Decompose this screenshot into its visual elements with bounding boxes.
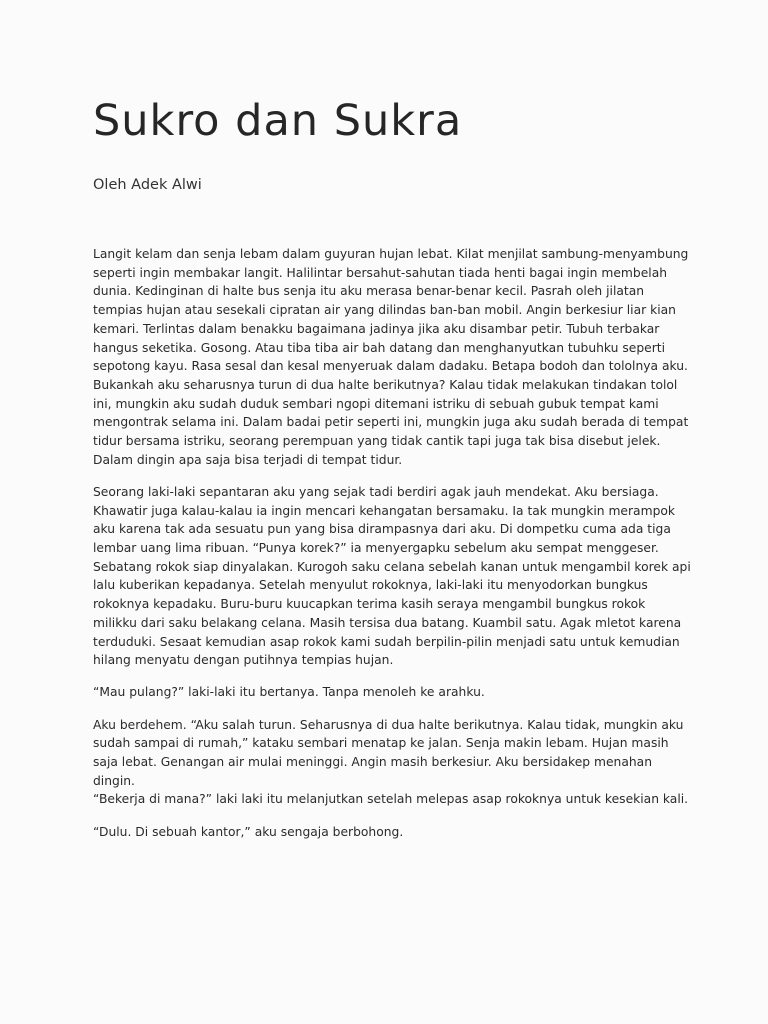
paragraph: “Mau pulang?” laki-laki itu bertanya. Tanpa menoleh ke arahku. (93, 685, 485, 700)
paragraph: Langit kelam dan senja lebam dalam guyuran hujan lebat. Kilat menjilat sambung-menyambung seperti ingin membakar langit. Halilintar bersahut-sahutan tiada henti bagai ingin membelah dunia. Kedinginan di halte bus senja itu aku merasa benar-benar kecil. Pasrah oleh jilatan tempias hujan atau sesekali cipratan air yang dilindas ban-ban mobil. Angin berkesiur liar kian kemari. Terlintas dalam benakku bagaimana jadinya jika aku disambar petir. Tubuh terbakar hangus seketika. Gosong. Atau tiba tiba air bah datang dan menghanyutkan tubuhku seperti sepotong kayu. Rasa sesal dan kesal menyeruak dalam dadaku. Betapa bodoh dan tololnya aku. Bukankah aku seharusnya turun di dua halte berikutnya? Kalau tidak melakukan tindakan tolol ini, mungkin aku sudah duduk sembari ngopi ditemani istriku di sebuah gubuk tempat kami mengontrak selama ini. Dalam badai petir seperti ini, mungkin juga aku sudah berada di tempat tidur bersama istriku, seorang perempuan yang tidak cantik tapi juga tak bisa disebut jelek. Dalam dingin apa saja bisa terjadi di tempat tidur. (93, 247, 689, 467)
paragraph: Seorang laki-laki sepantaran aku yang sejak tadi berdiri agak jauh mendekat. Aku bersiaga. Khawatir juga kalau-kalau ia ingin mencari kehangatan bersamaku. Ia tak mungkin merampok aku karena tak ada sesuatu pun yang bisa dirampasnya dari aku. Di dompetku cuma ada tiga lembar uang lima ribuan. “Punya korek?” ia menyergapku sebelum aku sempat menggeser. Sebatang rokok siap dinyalakan. Kurogoh saku celana sebelah kanan untuk mengambil korek api lalu kuberikan kepadanya. Setelah menyulut rokoknya, laki-laki itu menyodorkan bungkus rokoknya kepadaku. Buru-buru kuucapkan terima kasih seraya mengambil bungkus rokok milikku dari saku belakang celana. Masih tersisa dua batang. Kuambil satu. Agak mletot karena terduduki. Sesaat kemudian asap rokok kami sudah berpilin-pilin menjadi satu untuk kemudian hilang menyatu dengan putihnya tempias hujan. (93, 484, 691, 668)
document-author: Oleh Adek Alwi (93, 177, 202, 193)
document-page (93, 92, 693, 855)
paragraph: “Dulu. Di sebuah kantor,” aku sengaja berbohong. (93, 824, 404, 839)
document-title: Sukro dan Sukra (93, 96, 463, 146)
paragraph: Aku berdehem. “Aku salah turun. Seharusnya di dua halte berikutnya. Kalau tidak, mungkin aku sudah sampai di rumah,” kataku sembari menatap ke jalan. Senja makin lebam. Hujan masih saja lebat. Genangan air mulai meninggi. Angin masih berkesiur. Aku bersidakep menahan dingin. “Bekerja di mana?” laki laki itu melanjutkan setelah melepas asap rokoknya untuk kesekian kali. (93, 717, 689, 807)
document-body (93, 245, 693, 841)
